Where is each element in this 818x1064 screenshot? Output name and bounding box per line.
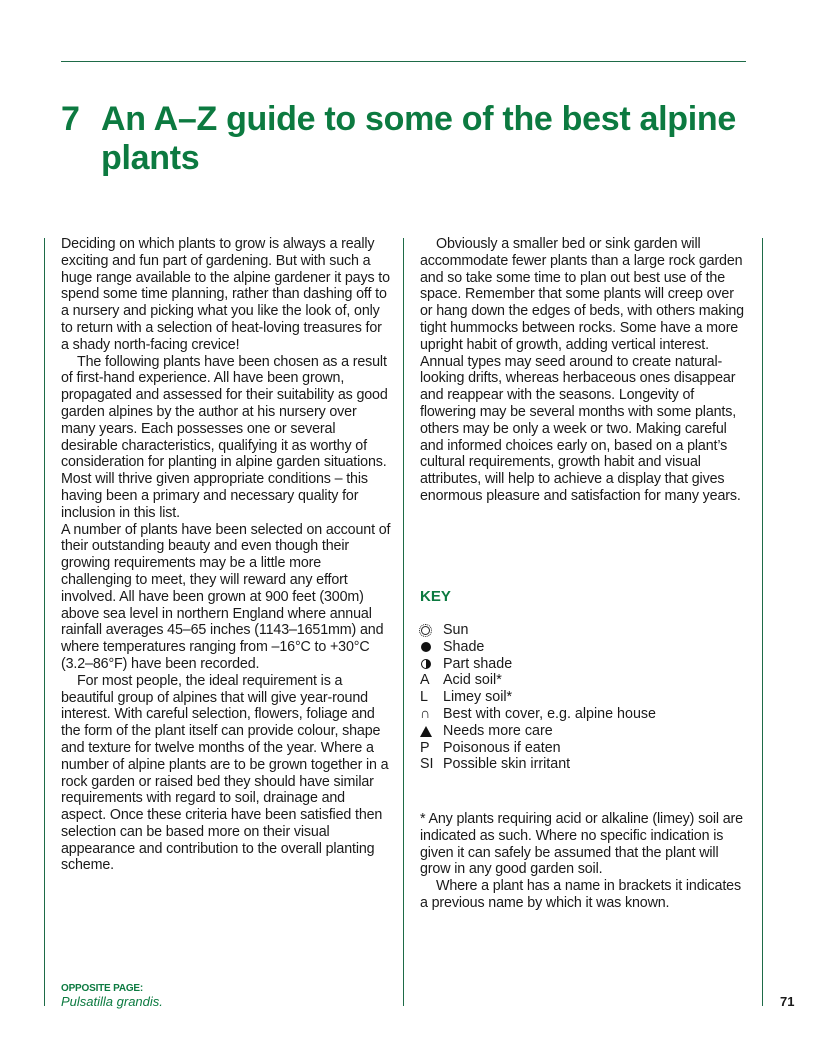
key-list <box>420 622 656 773</box>
key-item <box>420 689 656 706</box>
key-item <box>420 622 656 639</box>
body-paragraph: For most people, the ideal requirement is a beautiful group of alpines that will give year-round interest. With careful selection, flowers, foliage and the form of the plant itself can provide colour, shape and texture for twelve months of the year. Where a number of alpine plants are to be grown together in a rock garden or raised bed they should have similar requirements with regard to soil, drainage and aspect. Once these criteria have been satisfied then selection can be based more on their visual appearance and contribution to the overall planting scheme. <box>61 672 389 874</box>
chapter-number: 7 <box>61 100 80 138</box>
sun-icon <box>421 626 430 635</box>
cover-icon: ∩ <box>420 705 431 722</box>
key-label: Possible skin irritant <box>443 756 571 773</box>
key-item <box>420 656 656 673</box>
key-item <box>420 639 656 656</box>
key-label: Poisonous if eaten <box>443 739 561 756</box>
right-column-rule <box>762 238 763 1006</box>
key-item <box>420 672 656 689</box>
caption-text: Pulsatilla grandis. <box>61 994 163 1009</box>
needs-care-icon <box>420 726 432 737</box>
key-label: Part shade <box>443 655 513 672</box>
middle-column-rule <box>403 238 404 1006</box>
key-item <box>420 706 656 723</box>
shade-icon <box>421 642 431 652</box>
key-heading: KEY <box>420 588 451 605</box>
left-column-rule <box>44 238 45 1006</box>
chapter-title <box>61 100 761 178</box>
key-label: Sun <box>443 622 469 638</box>
top-rule <box>61 61 746 62</box>
key-label: Acid soil* <box>443 672 502 689</box>
body-paragraph: A number of plants have been selected on account of their outstanding beauty and even though their growing requirements may be a little more challenging to meet, they will reward any effort involved. All have been grown at 900 feet (300m) above sea level in northern England where annual rainfall averages 45–65 inches (1143–1651mm) and where temperatures ranging from –16°C to +30°C (3.2–86°F) have been recorded. <box>61 521 391 672</box>
key-symbol: SI <box>420 756 434 773</box>
key-item <box>420 740 656 757</box>
page-number: 71 <box>780 994 795 1009</box>
body-paragraph: Deciding on which plants to grow is always a really exciting and fun part of gardening. But with such a huge range available to the alpine gardener it pays to spend some time planning, rather than dashing off to a nursery and picking what you like the look of, only to return with a selection of heat-loving treasures for a shady north-facing crevice! <box>61 236 390 353</box>
footnote-paragraph: Where a plant has a name in brackets it indicates a previous name by which it was known. <box>420 878 741 911</box>
left-column <box>61 236 391 874</box>
body-paragraph: Obviously a smaller bed or sink garden will accommodate fewer plants than a large rock garden and so take some time to plan out best use of the space. Remember that some plants will creep over or hang down the edges of beds, with others making tight hummocks between rocks. Some have a more upright habit of growth, adding vertical interest. Annual types may seed around to create natural-looking drifts, whereas herbaceous ones disappear and reappear with the seasons. Longevity of flowering may be several months with some plants, others may be only a week or two. Making careful and informed choices early on, based on a plant’s cultural requirements, growth habit and visual attributes, will help to achieve a display that gives enormous pleasure and satisfaction for many years. <box>420 236 744 504</box>
key-item <box>420 723 656 740</box>
footnote-paragraph: * Any plants requiring acid or alkaline (limey) soil are indicated as such. Where no specific indication is given it can safely be assumed that the plant will grow in any good garden soil. <box>420 811 743 878</box>
key-label: Shade <box>443 638 485 655</box>
part-shade-icon <box>421 659 431 669</box>
key-label: Best with cover, e.g. alpine house <box>443 705 656 722</box>
caption-label: OPPOSITE PAGE: <box>61 983 144 994</box>
key-label: Needs more care <box>443 722 553 739</box>
key-symbol: L <box>420 689 428 706</box>
key-symbol: P <box>420 739 430 756</box>
key-item <box>420 756 656 773</box>
right-column <box>420 236 750 505</box>
key-label: Limey soil* <box>443 689 513 706</box>
footnote <box>420 811 750 912</box>
chapter-title-text: An A–Z guide to some of the best alpine plants <box>101 100 736 177</box>
key-symbol: A <box>420 672 430 689</box>
body-paragraph: The following plants have been chosen as a result of first-hand experience. All have been grown, propagated and assessed for their suitability as good garden alpines by the author at his nursery over many years. Each possesses one or several desirable characteristics, qualifying it as worthy of consideration for planting in alpine garden situations. Most will thrive given appropriate conditions – this having been a primary and necessary quality for inclusion in this list. <box>61 353 388 521</box>
